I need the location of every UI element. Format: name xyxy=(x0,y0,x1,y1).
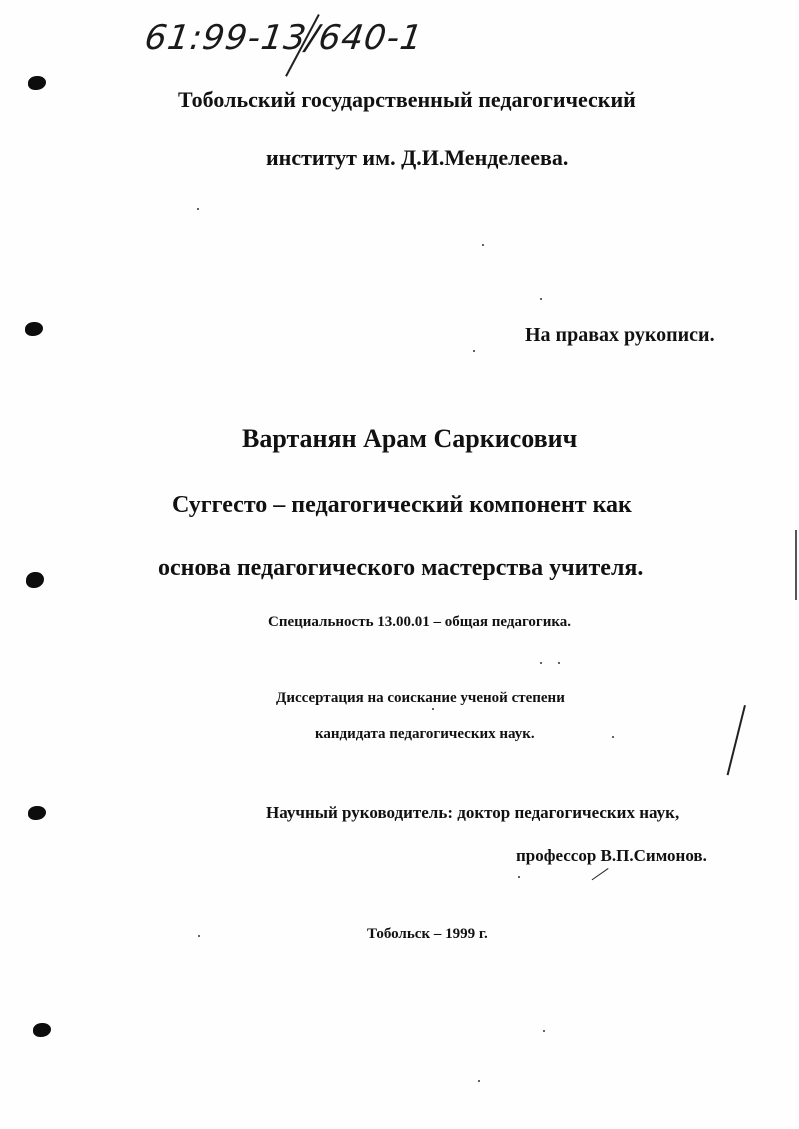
scan-speck xyxy=(432,708,434,710)
scan-speck xyxy=(540,298,542,300)
place-and-year: Тобольск – 1999 г. xyxy=(367,926,488,942)
pen-stroke-mark xyxy=(592,868,609,880)
author-name: Вартанян Арам Саркисович xyxy=(242,424,578,453)
scan-edge-mark xyxy=(795,530,797,600)
punch-hole-mark xyxy=(25,322,43,336)
degree-line-1: Диссертация на соискание ученой степени xyxy=(276,690,565,706)
punch-hole-mark xyxy=(28,76,46,90)
pen-stroke-mark xyxy=(727,705,746,775)
scan-speck xyxy=(198,935,200,937)
dissertation-title-line-2: основа педагогического мастерства учителя. xyxy=(158,555,644,581)
manuscript-note: На правах рукописи. xyxy=(525,324,715,346)
supervisor-line-2: профессор В.П.Симонов. xyxy=(516,846,707,865)
specialty-line: Специальность 13.00.01 – общая педагогика. xyxy=(268,614,572,630)
punch-hole-mark xyxy=(33,1023,51,1037)
supervisor-line-1: Научный руководитель: доктор педагогических наук, xyxy=(266,803,680,822)
institution-line-1: Тобольский государственный педагогический xyxy=(178,87,636,112)
scan-speck xyxy=(482,244,484,246)
scan-speck xyxy=(473,350,475,352)
scan-speck xyxy=(518,876,520,878)
scan-speck xyxy=(558,662,560,664)
dissertation-title-line-1: Суггесто – педагогический компонент как xyxy=(172,492,632,518)
scan-speck xyxy=(197,208,199,210)
handwritten-catalog-code: 61:99-13/640-1 xyxy=(142,18,426,58)
punch-hole-mark xyxy=(26,572,44,588)
institution-line-2: институт им. Д.И.Менделеева. xyxy=(266,145,569,170)
scan-speck xyxy=(543,1030,545,1032)
scan-speck xyxy=(612,736,614,738)
scan-speck xyxy=(540,662,542,664)
scan-speck xyxy=(478,1080,480,1082)
degree-line-2: кандидата педагогических наук. xyxy=(315,726,535,742)
punch-hole-mark xyxy=(28,806,46,820)
